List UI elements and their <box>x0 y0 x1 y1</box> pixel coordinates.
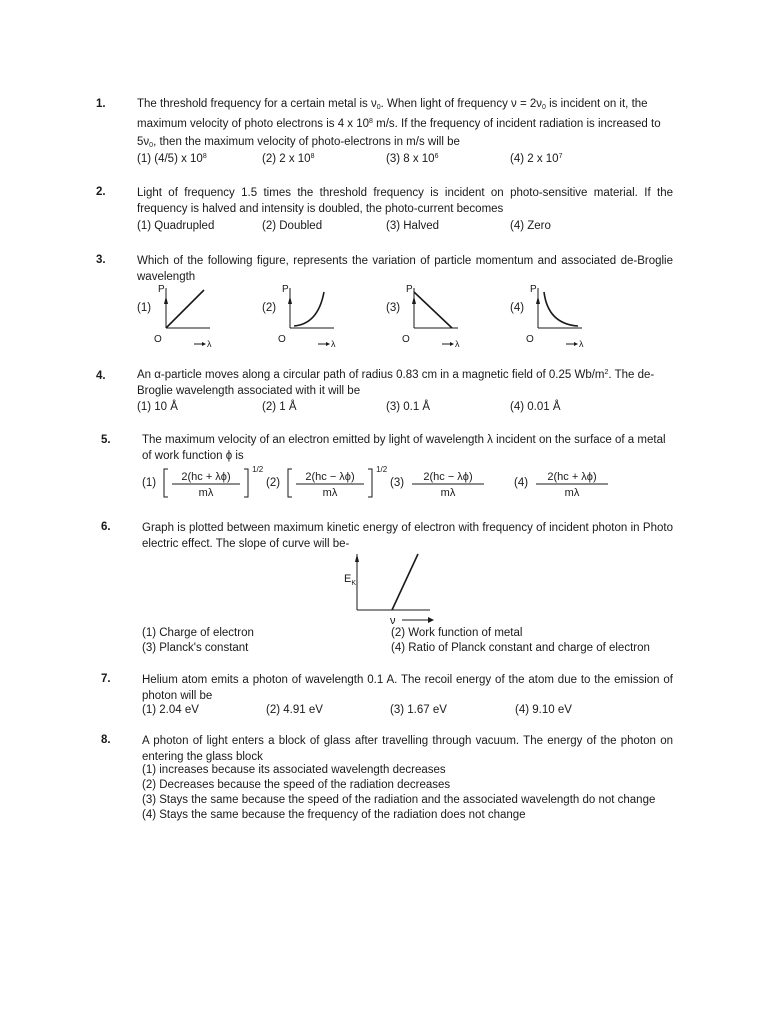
option-3[interactable]: (3) 1.67 eV <box>390 704 447 716</box>
svg-text:mλ: mλ <box>322 487 338 499</box>
axis-label-lambda: λ <box>207 339 212 349</box>
option-1[interactable]: (1) Quadrupled <box>137 220 215 232</box>
formula-option-4 <box>532 465 612 501</box>
option-1[interactable]: (1) <box>137 302 152 314</box>
option-2[interactable]: (2) 2 x $10^8$ <box>262 153 315 165</box>
option-3[interactable]: (3) 0.1 Å <box>386 401 431 413</box>
option-1[interactable]: (1) 2(hc + λϕ) mλ 1/2 <box>142 465 264 499</box>
origin-label: O <box>154 334 162 345</box>
option-1[interactable]: (1) (4/5) x $10^8$ <box>137 153 207 165</box>
option-1[interactable]: (1) Charge of electron <box>142 627 254 639</box>
origin-label: O <box>402 334 410 345</box>
option-2[interactable]: (2) 4.91 eV <box>266 704 323 716</box>
option-3[interactable]: (3) <box>386 302 401 314</box>
axis-label-p: P <box>282 284 289 295</box>
option-4[interactable]: (4) 0.01 Å <box>510 401 561 413</box>
question-text-line: $5\nu_0$, then the maximum velocity of photo-electrons in m/s will be <box>137 136 460 149</box>
option-2[interactable]: (2) <box>262 302 277 314</box>
question-text: Which of the following figure, represents the variation of particle momentum and associated de-Broglie wavelength <box>137 255 673 283</box>
option-4[interactable]: (4) 2 x $10^7$ <box>510 153 563 165</box>
question-number: 5. <box>101 434 111 446</box>
question-number: 8. <box>101 734 111 746</box>
graph-ek-vs-frequency <box>340 550 450 630</box>
option-2[interactable]: (2) Work function of metal <box>391 627 523 639</box>
question-text-line: An α-particle moves along a circular path of radius 0.83 cm in a magnetic field of 0.25 $Wb/m^2$. The de- <box>137 369 655 381</box>
option-4[interactable]: (4) Stays the same because the frequency of the radiation does not change <box>142 809 526 821</box>
question-text: Graph is plotted between maximum kinetic energy of electron with frequency of incident photon in Photo electric effect. The slope of curve will be- <box>142 522 673 550</box>
svg-text:mλ: mλ <box>198 487 214 499</box>
formula-option-2 <box>286 465 376 501</box>
option-3[interactable]: (3) 8 x $10^6$ <box>386 153 439 165</box>
option-3[interactable]: (3) Halved <box>386 220 440 232</box>
axis-label-p: P <box>158 284 165 295</box>
formula-option-1 <box>162 465 252 501</box>
option-1[interactable]: (1) 10 Å <box>137 401 178 413</box>
option-2[interactable]: (2) Decreases because the speed of the radiation decreases <box>142 779 451 791</box>
question-number: 3. <box>96 254 106 266</box>
graph-option-4[interactable] <box>520 280 600 352</box>
svg-text:2(hc − λϕ): 2(hc − λϕ) <box>423 471 473 483</box>
graph-option-3[interactable] <box>396 280 476 352</box>
question-text: A photon of light enters a block of glass after travelling through vacuum. The energy of the photon on entering the glass block <box>142 735 673 763</box>
graph-option-2[interactable] <box>272 280 352 352</box>
svg-text:mλ: mλ <box>564 487 580 499</box>
svg-text:2(hc + λϕ): 2(hc + λϕ) <box>547 471 597 483</box>
axis-label-nu: ν <box>390 615 396 627</box>
axis-label-p: P <box>530 284 537 295</box>
option-4[interactable]: (4) Zero <box>510 220 551 232</box>
option-2[interactable]: (2) Doubled <box>262 220 323 232</box>
origin-label: O <box>278 334 286 345</box>
option-3[interactable]: (3) Stays the same because the speed of the radiation and the associated wavelength do not change <box>142 794 656 806</box>
option-3[interactable]: (3) Planck's constant <box>142 642 249 654</box>
svg-text:2(hc − λϕ): 2(hc − λϕ) <box>305 471 355 483</box>
option-1[interactable]: (1) 2.04 eV <box>142 704 199 716</box>
option-1[interactable]: (1) increases because its associated wavelength decreases <box>142 764 446 776</box>
question-text-line: of work function ϕ is <box>142 450 244 462</box>
option-3[interactable]: (3) 2(hc − λϕ) mλ <box>390 465 488 501</box>
axis-label-p: P <box>406 284 413 295</box>
option-2[interactable]: (2) 2(hc − λϕ) mλ 1/2 <box>266 465 388 499</box>
question-text: Helium atom emits a photon of wavelength 0.1 A. The recoil energy of the atom due to the emission of photon will be <box>142 674 673 702</box>
option-4[interactable]: (4) <box>510 302 525 314</box>
axis-label-lambda: λ <box>455 339 460 349</box>
option-4[interactable]: (4) 9.10 eV <box>515 704 572 716</box>
option-4[interactable]: (4) 2(hc + λϕ) mλ <box>514 465 612 501</box>
axis-label-lambda: λ <box>579 339 584 349</box>
question-text: Light of frequency 1.5 times the threshold frequency is incident on photo-sensitive material. If the frequency is halved and intensity is doubled, the photo-current becomes <box>137 187 673 215</box>
question-text-line: The maximum velocity of an electron emitted by light of wavelength λ incident on the surface of a metal <box>142 434 666 446</box>
graph-option-1[interactable] <box>148 280 228 352</box>
question-text-line: maximum velocity of photo electrons is 4 x $10^8$ m/s. If the frequency of incident radiation is increased to <box>137 118 661 130</box>
question-text-line: The threshold frequency for a certain metal is $\nu_0$. When light of frequency $\nu = 2\nu_0$ is incident on it, the <box>137 98 648 111</box>
question-number: 2. <box>96 186 106 198</box>
option-4[interactable]: (4) Ratio of Planck constant and charge of electron <box>391 642 650 654</box>
question-number: 6. <box>101 521 111 533</box>
svg-text:2(hc + λϕ): 2(hc + λϕ) <box>181 471 231 483</box>
option-2[interactable]: (2) 1 Å <box>262 401 297 413</box>
formula-option-3 <box>408 465 488 501</box>
axis-label-lambda: λ <box>331 339 336 349</box>
question-text-line: Broglie wavelength associated with it will be <box>137 385 361 397</box>
question-number: 1. <box>96 98 106 110</box>
question-number: 4. <box>96 370 106 382</box>
question-number: 7. <box>101 673 111 685</box>
origin-label: O <box>526 334 534 345</box>
svg-text:mλ: mλ <box>440 487 456 499</box>
axis-label-ek: $E_K$ <box>344 573 357 587</box>
